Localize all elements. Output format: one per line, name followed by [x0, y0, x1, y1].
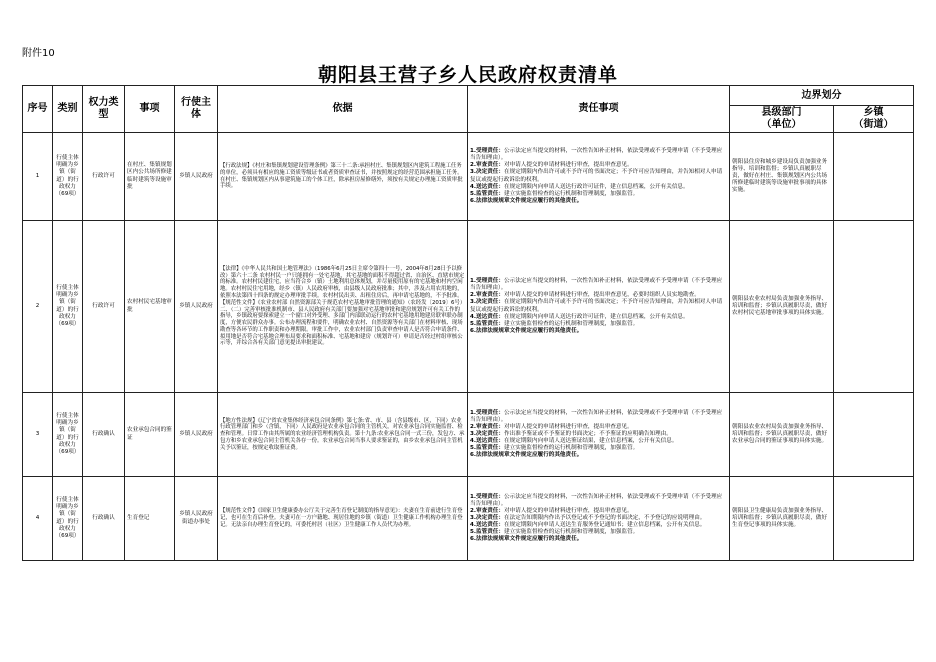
responsibility-heading: 4.送达责任：: [470, 522, 504, 529]
responsibility-heading: 6.法律法规规章文件规定应履行的其他责任。: [470, 197, 583, 204]
responsibility-line: [470, 328, 727, 335]
cell-responsibility: [468, 221, 730, 393]
responsibility-text: 在法定告知期限内作出予以登记或不予登记的书面决定，不予登记的应说明理由。: [504, 514, 706, 521]
responsibility-text: 公示法定应当提交的材料，一次性告知补正材料，依法受理或不予受理申请（不予受理应当告知理由）。: [470, 409, 723, 423]
header-category: 类别: [53, 86, 83, 133]
responsibility-heading: 3.决定责任：: [470, 169, 504, 176]
cell-power-type: 行政许可: [83, 221, 125, 393]
header-power-type: 权力类型: [83, 86, 125, 133]
header-subject: 行使主体: [175, 86, 218, 133]
header-county-dept-label: 县级部门: [761, 107, 802, 118]
responsibility-line: [470, 278, 727, 292]
responsibility-line: [470, 314, 727, 321]
header-township: [834, 106, 914, 133]
cell-township: [834, 221, 914, 393]
cell-power-type: 行政确认: [83, 477, 125, 561]
cell-responsibility: [468, 133, 730, 221]
responsibility-heading: 5.监管责任：: [470, 445, 504, 452]
cell-item: 农村村民宅基地审批: [125, 221, 175, 393]
responsibility-heading: 4.送达责任：: [470, 183, 504, 190]
responsibility-line: [470, 169, 727, 183]
responsibility-line: [470, 452, 727, 459]
cell-item: 生育登记: [125, 477, 175, 561]
responsibility-text: 建立实施监督检查的运行机制和管理制度，加强监管。: [504, 190, 639, 197]
responsibility-text: 建立实施监督检查的运行机制和管理制度，加强监管。: [504, 529, 639, 536]
responsibility-heading: 6.法律法规规章文件规定应履行的其他责任。: [470, 327, 583, 334]
table-body: [23, 133, 914, 561]
cell-township: [834, 133, 914, 221]
responsibility-line: [470, 299, 727, 313]
responsibility-heading: 1.受理责任：: [470, 148, 504, 155]
responsibility-heading: 1.受理责任：: [470, 409, 504, 416]
responsibility-text: 在规定期限内作出许可或不予许可的书面决定；不予许可应告知理由，并告知相对人申请复议或提起行政诉讼的权利。: [470, 169, 723, 183]
responsibility-text: 对申请人提交的申请材料进行审查，提出审查意见。: [504, 423, 633, 430]
responsibility-line: [470, 536, 727, 543]
cell-township: [834, 477, 914, 561]
responsibility-heading: 5.监管责任：: [470, 320, 504, 327]
responsibility-text: 对申请人提交的申请材料进行审查，提出审查意见。: [504, 507, 633, 514]
responsibility-line: [470, 431, 727, 438]
responsibility-heading: 2.审查责任：: [470, 423, 504, 430]
cell-category: 行使主体明确为乡镇（街道）的行政权力（69项）: [53, 477, 83, 561]
responsibility-heading: 4.送达责任：: [470, 313, 504, 320]
header-basis: 依据: [218, 86, 468, 133]
responsibility-text: 在规定期限内向申请人送达行政许可证件，建立信息档案，公开有关信息。: [504, 183, 689, 190]
cell-item: 农业承包合同的鉴证: [125, 393, 175, 477]
responsibility-text: 在规定期限内作出许可或不予许可的书面决定；不予许可应告知理由，并告知相对人申请复议或提起行政诉讼的权利。: [470, 299, 723, 313]
responsibility-line: [470, 184, 727, 191]
responsibility-heading: 2.审查责任：: [470, 292, 504, 299]
cell-basis: 【地方性法规】《辽宁省农业集体经济承包合同条例》第七条:省、市、县（含县级市、区，下同）农业行政管理部门和乡（含镇，下同）人民政府是农业承包合同的主管机关，对农业承包合同实施监督、检查和管理。日常工作由其所属的农业经济管理机构负责。第十九条:农业承包合同一式三份，发包方、承包方和乡农业承包合同主管机关各存一份。农业承包合同当事人要求鉴证的，由乡农业承包合同主管机关予以鉴证，按规定收取鉴证费。: [218, 393, 468, 477]
responsibility-heading: 6.法律法规规章文件规定应履行的其他责任。: [470, 536, 583, 543]
header-county-dept-sub: （单位）: [761, 119, 802, 130]
responsibility-heading: 4.送达责任：: [470, 438, 504, 445]
responsibility-text: 公示法定应当提交的材料，一次性告知补正材料，依法受理或不予受理申请（不予受理应当告知理由）。: [470, 148, 723, 162]
cell-subject: 乡镇人民政府: [175, 393, 218, 477]
attachment-label: 附件10: [22, 48, 55, 59]
cell-basis: 【规范性文件】《国家卫生健康委办公厅关于完善生育登记制度的指导意见》：夫妻在生育前进行生育登记，也可在生育后补登。夫妻可在一方户籍地、现居住地的乡镇（街道）卫生健康工作机构办理生育登记。无法亲自办理生育登记的，可委托村居（社区）卫生健康工作人员代为办理。: [218, 477, 468, 561]
responsibility-heading: 2.审查责任：: [470, 162, 504, 169]
responsibility-heading: 6.法律法规规章文件规定应履行的其他责任。: [470, 452, 583, 459]
page-title: 朝阳县王营子乡人民政府权责清单: [317, 64, 618, 86]
cell-county-dept: 朝阳县住房和城乡建设局负责加强业务指导、培训和监督；乡镇认真履职尽责，做好在村庄、集镇规划区内公共场所修建临时建筑等设施审批事项的具体实施。: [730, 133, 834, 221]
responsibility-text: 在规定期限内向申请人送达鉴证结果，建立信息档案，公开有关信息。: [504, 438, 678, 445]
cell-subject: 乡镇人民政府: [175, 221, 218, 393]
cell-subject: 乡镇人民政府: [175, 133, 218, 221]
cell-category: 行使主体明确为乡镇（街道）的行政权力（69项）: [53, 221, 83, 393]
header-boundary: 边界划分: [730, 86, 914, 106]
cell-category: 行使主体明确为乡镇（街道）的行政权力（69项）: [53, 133, 83, 221]
table-row: [23, 477, 914, 561]
header-county-dept: [730, 106, 834, 133]
responsibility-line: [470, 494, 727, 508]
cell-responsibility: [468, 477, 730, 561]
responsibility-text: 在规定期限内向申请人送达生育服务登记通知书；建立信息档案，公开有关信息。: [504, 522, 706, 529]
table-row: [23, 393, 914, 477]
responsibility-heading: 5.监管责任：: [470, 190, 504, 197]
cell-county-dept: 朝阳县农业农村局负责加强业务指导、培训和监督；乡镇认真履职尽责，做好农业承包合同的鉴证事项的具体实施。: [730, 393, 834, 477]
responsibility-heading: 5.监管责任：: [470, 529, 504, 536]
header-item: 事项: [125, 86, 175, 133]
cell-responsibility: [468, 393, 730, 477]
responsibility-heading: 3.决定责任：: [470, 299, 504, 306]
responsibility-heading: 3.决定责任：: [470, 514, 504, 521]
table-row: [23, 133, 914, 221]
responsibility-text: 对申请人提交的申请材料进行审查，提出审查意见，必要时组织人员实地勘查。: [504, 292, 700, 299]
cell-seq: 2: [23, 221, 53, 393]
responsibility-line: [470, 410, 727, 424]
cell-seq: 1: [23, 133, 53, 221]
header-township-sub: （街道）: [853, 119, 894, 130]
responsibility-line: [470, 508, 727, 515]
cell-township: [834, 393, 914, 477]
responsibility-text: 公示法定应当提交的材料，一次性告知补正材料，依法受理或不予受理申请（不予受理应当告知理由）。: [470, 278, 723, 292]
power-list-table: [22, 85, 914, 561]
header-township-label: 乡镇: [863, 107, 884, 118]
responsibility-line: [470, 424, 727, 431]
responsibility-text: 作出准予鉴证或不予鉴证的书面决定；不予鉴证的应明确告知理由。: [504, 430, 672, 437]
cell-county-dept: 朝阳县卫生健康局负责加强业务指导、培训和监督；乡镇认真履职尽责，做好生育登记事项的具体实施。: [730, 477, 834, 561]
cell-seq: 3: [23, 393, 53, 477]
responsibility-line: [470, 515, 727, 522]
responsibility-text: 公示法定应当提交的材料，一次性告知补正材料，依法受理或不予受理申请（不予受理应当告知理由）。: [470, 493, 723, 507]
responsibility-heading: 3.决定责任：: [470, 430, 504, 437]
responsibility-text: 建立实施监督检查的运行机制和管理制度，加强监管。: [504, 445, 639, 452]
responsibility-line: [470, 191, 727, 198]
responsibility-line: [470, 321, 727, 328]
cell-item: 在村庄、集镇规划区内公共场所修建临时建筑等设施审批: [125, 133, 175, 221]
responsibility-line: [470, 148, 727, 162]
responsibility-text: 对申请人提交的申请材料进行审查，提出审查意见。: [504, 162, 633, 169]
responsibility-line: [470, 198, 727, 205]
header-responsibility: 责任事项: [468, 86, 730, 133]
cell-power-type: 行政许可: [83, 133, 125, 221]
cell-subject: 乡镇人民政府 街道办事处: [175, 477, 218, 561]
responsibility-heading: 2.审查责任：: [470, 507, 504, 514]
header-row-1: [23, 86, 914, 106]
responsibility-text: 建立实施监督检查的运行机制和管理制度，加强监管。: [504, 320, 639, 327]
responsibility-heading: 1.受理责任：: [470, 493, 504, 500]
cell-category: 行使主体明确为乡镇（街道）的行政权力（69项）: [53, 393, 83, 477]
cell-county-dept: 朝阳县农业农村局负责加强业务指导、培训和监督；乡镇认真履职尽责，做好农村村民宅基地审批事项的具体实施。: [730, 221, 834, 393]
table-row: [23, 221, 914, 393]
cell-power-type: 行政确认: [83, 393, 125, 477]
cell-basis: 【行政法规】《村庄和集镇规划建设管理条例》第三十二条:承担村庄、集镇规划区内建筑工程施工任务的单位，必须具有相应的施工资质等级证书或者资质审查证书，并按照规定的经营范围承担施工任务。在村庄、集镇规划区内从事建筑施工的个体工匠，除承担房屋修缮外，须按有关规定办理施工资质审批手续。: [218, 133, 468, 221]
cell-basis: 【法律】《中华人民共和国土地管理法》（1986年6月25日主席令第四十一号，2004年8月28日予以修改）第六十二条 农村村民一户只能拥有一处宅基地，其宅基地的面积不得超过省、自治区、直辖市规定的标准。农村村民建住宅，应当符合乡（镇）土地利用总体规划，并尽量使用原有的宅基地和村内空闲地。农村村民住宅用地，经乡（镇）人民政府审核，由县级人民政府批准；其中，涉及占用农用地的，依照本法第四十四条的规定办理审批手续。农村村民出卖、出租住房后，再申请宅基地的，不予批准。【规范性文件】《农业农村部 自然资源部关于规范农村宅基地审批管理的通知》（农经发〔2019〕6号）二、（二）完善审核批准机制市、县人民政府有关部门要加强对宅基地审批和建房规划许可有关工作的指导，乡镇政府要探索建立一个窗口对外受理、多部门内部联动运行的农村宅基地用地建房联审联办制度，方便农民群众办事。公布办理流程和要件，明确农业农村、自然资源等有关部门在材料审核、现场勘查等各环节的工作职责和办理期限。审批工作中，农业农村部门负责审查申请人是否符合申请条件、拟用地是否符合宅基地合理布局要求和面积标准、宅基地和建房（规划许可）申请是否经过村组审核公示等，并综合各有关部门意见提出审批建议。: [218, 221, 468, 393]
cell-seq: 4: [23, 477, 53, 561]
responsibility-text: 在规定期限内向申请人送达行政许可证件，建立信息档案，公开有关信息。: [504, 313, 689, 320]
responsibility-heading: 1.受理责任：: [470, 278, 504, 285]
header-seq: 序号: [23, 86, 53, 133]
